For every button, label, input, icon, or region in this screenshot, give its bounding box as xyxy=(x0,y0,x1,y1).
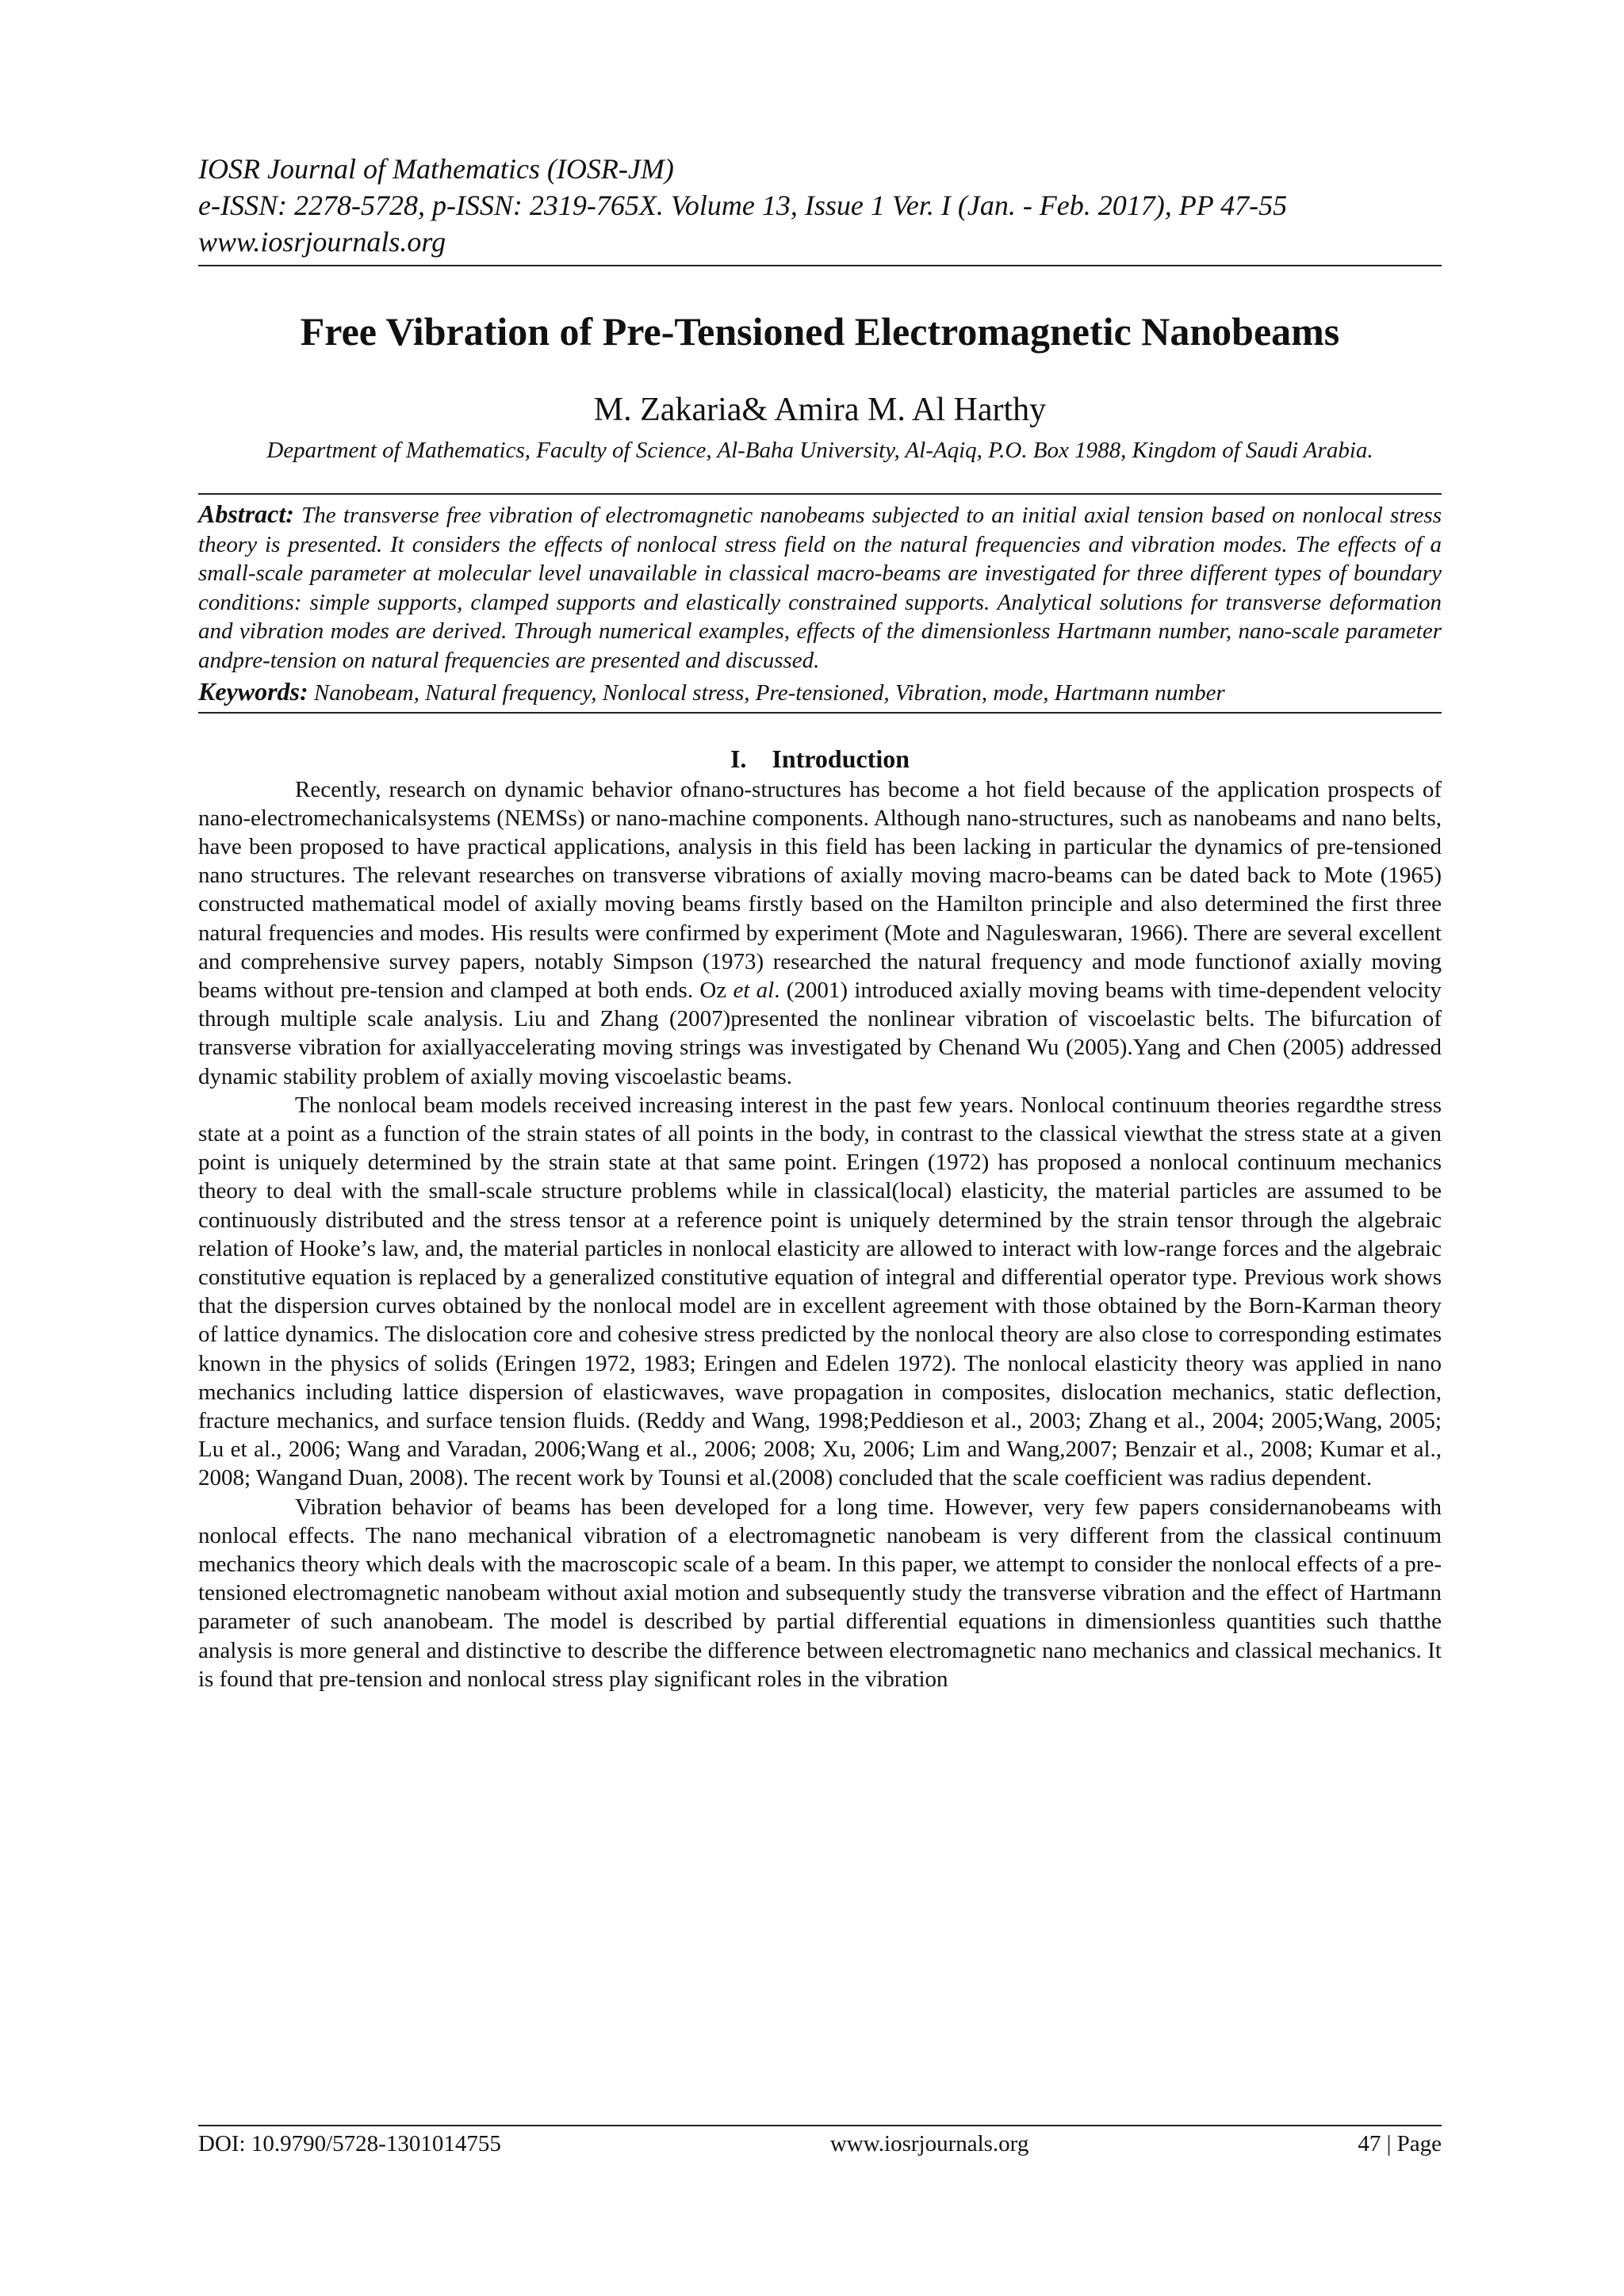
authors: M. Zakaria& Amira M. Al Harthy xyxy=(593,392,1047,428)
section-number: I. xyxy=(730,744,747,773)
page-footer xyxy=(198,2125,1442,2158)
section-title: Introduction xyxy=(772,744,910,773)
intro-paragraph-3: Vibration behavior of beams has been developed for a long time. However, very few papers considernanobeams with nonlocal effects. The nano mechanical vibration of a electromagnetic nanobeam is very different from the classical continuum mechanics theory which deals with the macroscopic scale of a beam. In this paper, we attempt to consider the nonlocal effects of a pre-tensioned electromagnetic nanobeam without axial motion and subsequently study the transverse vibration and the effect of Hartmann parameter of such ananobeam. The model is described by partial differential equations in dimensionless quantities such thatthe analysis is more general and distinctive to describe the difference between electromagnetic nano mechanics and classical mechanics. It is found that pre-tension and nonlocal stress play significant roles in the vibration xyxy=(198,1494,1442,1692)
abstract-top-rule xyxy=(198,493,1442,495)
running-header xyxy=(198,151,1442,260)
intro-paragraph-1 xyxy=(198,775,1442,1091)
abstract-text: The transverse free vibration of electromagnetic nanobeams subjected to an initial axial tension based on nonlocal stress theory is presented. It considers the effects of nonlocal stress field on the natural frequencies and vibration modes. The effects of a small-scale parameter at molecular level unavailable in classical macro-beams are investigated for three different types of boundary conditions: simple supports, clamped supports and elastically constrained supports. Analytical solutions for transverse deformation and vibration modes are derived. Through numerical examples, effects of the dimensionless Hartmann number, nano-scale parameter andpre-tension on natural frequencies are presented and discussed. xyxy=(198,503,1442,673)
intro-paragraph-2: The nonlocal beam models received increasing interest in the past few years. Nonlocal continuum theories regardthe stress state at a point as a function of the strain states of all points in the body, in contrast to the classical viewthat the stress state at a given point is uniquely determined by the strain state at that same point. Eringen (1972) has proposed a nonlocal continuum mechanics theory to deal with the small-scale structure problems while in classical(local) elasticity, the material particles are assumed to be continuously distributed and the stress tensor at a reference point is uniquely determined by the strain tensor through the algebraic relation of Hooke’s law, and, the material particles in nonlocal elasticity are allowed to interact with low-range forces and the algebraic constitutive equation is replaced by a generalized constitutive equation of integral and differential operator type. Previous work shows that the dispersion curves obtained by the nonlocal model are in excellent agreement with those obtained by the Born-Karman theory of lattice dynamics. The dislocation core and cohesive stress predicted by the nonlocal theory are also close to corresponding estimates known in the physics of solids (Eringen 1972, 1983; Eringen and Edelen 1972). The nonlocal elasticity theory was applied in nano mechanics including lattice dispersion of elasticwaves, wave propagation in composites, dislocation mechanics, static deflection, fracture mechanics, and surface tension fluids. (Reddy and Wang, 1998;Peddieson et al., 2003; Zhang et al., 2004; 2005;Wang, 2005; Lu et al., 2006; Wang and Varadan, 2006;Wang et al., 2006; 2008; Xu, 2006; Lim and Wang,2007; Benzair et al., 2008; Kumar et al., 2008; Wangand Duan, 2008). The recent work by Tounsi et al.(2008) concluded that the scale coefficient was radius dependent. xyxy=(198,1092,1442,1491)
issn-line: e-ISSN: 2278-5728, p-ISSN: 2319-765X. Volume 13, Issue 1 Ver. I (Jan. - Feb. 2017), PP 47-55 xyxy=(198,189,1288,221)
footer-doi: DOI: 10.9790/5728-1301014755 xyxy=(198,2131,501,2156)
keywords xyxy=(198,677,1442,707)
keywords-label: Keywords: xyxy=(198,676,308,706)
page-body xyxy=(198,151,1442,1693)
intro-paragraph-1-part-a: Recently, research on dynamic behavior ofnano-structures has become a hot field because of the application prospects of nano-electromechanicalsystems (NEMSs) or nano-machine components. Although nano-structures, such as nanobeams and nano belts, have been proposed to have practical applications, analysis in this field has been lacking in particular the dynamics of pre-tensioned nano structures. The relevant researches on transverse vibrations of axially moving macro-beams can be dated back to Mote (1965) constructed mathematical model of axially moving beams firstly based on the Hamilton principle and also determined the first three natural frequencies and modes. His results were confirmed by experiment (Mote and Naguleswaran, 1966). There are several excellent and comprehensive survey papers, notably Simpson (1973) researched the natural frequency and mode functionof axially moving beams without pre-tension and clamped at both ends. Oz xyxy=(198,776,1442,1003)
paper-title: Free Vibration of Pre-Tensioned Electromagnetic Nanobeams xyxy=(300,309,1340,354)
journal-name: IOSR Journal of Mathematics (IOSR-JM) xyxy=(198,153,674,185)
abstract xyxy=(198,499,1442,675)
footer-website: www.iosrjournals.org xyxy=(829,2131,1029,2156)
keywords-text: Nanobeam, Natural frequency, Nonlocal stress, Pre-tensioned, Vibration, mode, Hartmann number xyxy=(313,679,1225,706)
affiliation: Department of Mathematics, Faculty of Science, Al-Baha University, Al-Aqiq, P.O. Box 1988, Kingdom of Saudi Arabia. xyxy=(266,438,1373,463)
footer-rule xyxy=(198,2125,1442,2126)
abstract-label: Abstract: xyxy=(198,499,294,528)
footer-page-number: 47 | Page xyxy=(1358,2131,1442,2156)
et-al: et al xyxy=(733,977,775,1003)
intro-paragraph-1-part-b: . (2001) introduced axially moving beams with time-dependent velocity through multiple scale analysis. Liu and Zhang (2007)presented the nonlinear vibration of viscoelastic belts. The bifurcation of transverse vibration for axiallyaccelerating moving strings was investigated by Chenand Wu (2005).Yang and Chen (2005) addressed dynamic stability problem of axially moving viscoelastic beams. xyxy=(198,977,1442,1089)
header-rule xyxy=(198,265,1442,266)
section-heading-introduction xyxy=(198,742,1442,775)
journal-website: www.iosrjournals.org xyxy=(198,226,446,258)
keywords-rule xyxy=(198,712,1442,714)
